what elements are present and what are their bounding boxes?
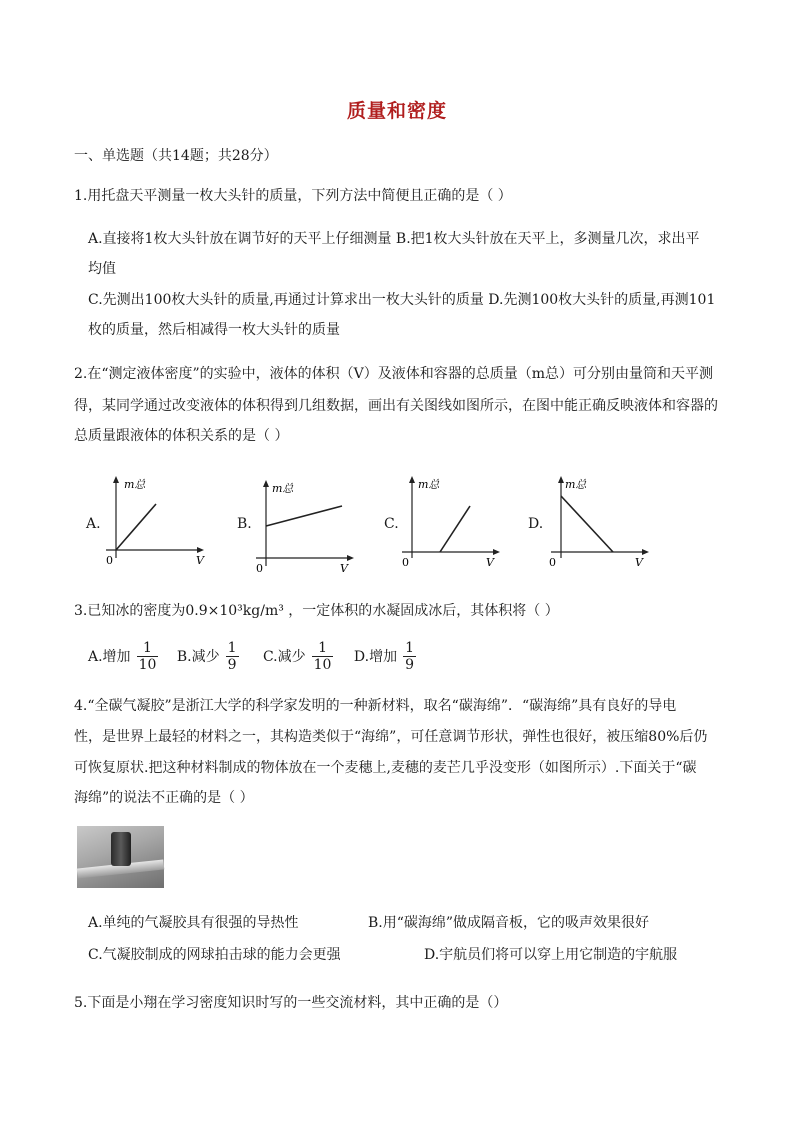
q4-stem-line1: 4.“全碳气凝胶”是浙江大学的科学家发明的一种新材料，取名“碳海绵”．“碳海绵”具有良好的导电 (74, 698, 677, 714)
graph-d-xlabel: V (635, 556, 643, 569)
graph-c (396, 474, 506, 569)
graph-a-line (116, 504, 156, 550)
graph-a-y-arrow (113, 476, 119, 483)
graph-d-x-arrow (642, 549, 649, 555)
q3-stem: 3.已知冰的密度为0.9×10³kg/m³ ，一定体积的水凝固成冰后，其体积将（ ） (74, 603, 559, 619)
graph-a-ylabel: m总 (124, 478, 146, 491)
q1-options-line2: 均值 (88, 261, 116, 277)
q2-stem-line3: 总质量跟液体的体积关系的是（ ） (74, 428, 289, 444)
graph-b-origin: 0 (256, 562, 263, 573)
graph-c-y-arrow (409, 476, 415, 483)
q3-option-d-fraction: $\frac{1}{9}$ (405, 640, 415, 673)
graph-b-label: B. (237, 516, 252, 532)
graph-b (250, 478, 360, 573)
graph-d (545, 474, 655, 569)
graph-b-xlabel: V (340, 562, 348, 573)
q3-option-c-text: C.减少 (262, 648, 306, 665)
graph-d-line (561, 496, 613, 552)
q3-options (88, 640, 416, 673)
q4-stem-line3: 可恢复原状.把这种材料制成的物体放在一个麦穗上,麦穗的麦芒几乎没变形（如图所示）.下面关于“碳 (74, 760, 697, 776)
q4-option-d: D.宇航员们将可以穿上用它制造的宇航服 (424, 947, 678, 963)
q3-option-b (177, 640, 239, 673)
page-title: 质量和密度 (346, 100, 447, 122)
q3-option-a-fraction: $\frac{1}{10}$ (138, 640, 157, 673)
q3-option-d-text: D.增加 (353, 648, 398, 665)
graph-d-label: D. (528, 516, 544, 532)
graph-a-xlabel: V (196, 554, 204, 567)
graph-d-y-arrow (558, 476, 564, 483)
q2-stem-line2: 得，某同学通过改变液体的体积得到几组数据，画出有关图线如图所示，在图中能正确反映液体和容器的 (74, 398, 718, 414)
graph-c-xlabel: V (486, 556, 494, 569)
q4-stem-line4: 海绵”的说法不正确的是（ ） (74, 790, 254, 806)
q3-option-a-text: A.增加 (88, 648, 131, 665)
graph-a-x-arrow (197, 547, 204, 553)
graph-a-label: A. (86, 516, 101, 532)
graph-d-ylabel: m总 (565, 478, 587, 491)
q3-option-b-text: B.减少 (176, 648, 220, 665)
q1-stem: 1.用托盘天平测量一枚大头针的质量，下列方法中简便且正确的是（ ） (74, 188, 512, 204)
carbon-sponge-photo (77, 826, 164, 888)
q1-options-line3: C.先测出100枚大头针的质量,再通过计算求出一枚大头针的质量 D.先测100枚大头针的质量,再测101 (88, 292, 716, 308)
graph-c-ylabel: m总 (418, 478, 440, 491)
q3-option-c (263, 640, 334, 673)
q4-option-a: A.单纯的气凝胶具有很强的导热性 (88, 915, 299, 931)
graph-b-line (266, 506, 342, 526)
graph-a (100, 474, 210, 569)
graph-c-x-arrow (493, 549, 500, 555)
graph-c-origin: 0 (402, 556, 409, 569)
section-heading: 一、单选题（共14题；共28分） (74, 148, 278, 164)
q4-stem-line2: 性，是世界上最轻的材料之一，其构造类似于“海绵”，可任意调节形状，弹性也很好，被压缩80%后仍 (74, 729, 708, 745)
q3-option-a (88, 640, 158, 673)
graph-b-x-arrow (347, 555, 354, 561)
carbon-sponge-block (111, 832, 131, 866)
graph-b-y-arrow (263, 480, 269, 487)
q3-option-b-fraction: $\frac{1}{9}$ (227, 640, 237, 673)
graph-c-line (440, 506, 470, 552)
graph-b-ylabel: m总 (272, 482, 294, 495)
q5-stem: 5.下面是小翔在学习密度知识时写的一些交流材料，其中正确的是（） (74, 995, 508, 1011)
graph-c-label: C. (384, 516, 399, 532)
q1-options-line1: A.直接将1枚大头针放在调节好的天平上仔细测量 B.把1枚大头针放在天平上，多测量几次，求出平 (88, 231, 700, 247)
q3-option-d (354, 640, 416, 673)
graph-a-origin: 0 (106, 554, 113, 567)
q4-option-c: C.气凝胶制成的网球拍击球的能力会更强 (88, 947, 341, 963)
q3-option-c-fraction: $\frac{1}{10}$ (313, 640, 332, 673)
q1-options-line4: 枚的质量，然后相减得一枚大头针的质量 (88, 322, 340, 338)
graph-d-origin: 0 (549, 556, 556, 569)
q4-option-b: B.用“碳海绵”做成隔音板，它的吸声效果很好 (368, 915, 650, 931)
q2-stem-line1: 2.在“测定液体密度”的实验中，液体的体积（V）及液体和容器的总质量（m总）可分别由量筒和天平测 (74, 366, 714, 382)
